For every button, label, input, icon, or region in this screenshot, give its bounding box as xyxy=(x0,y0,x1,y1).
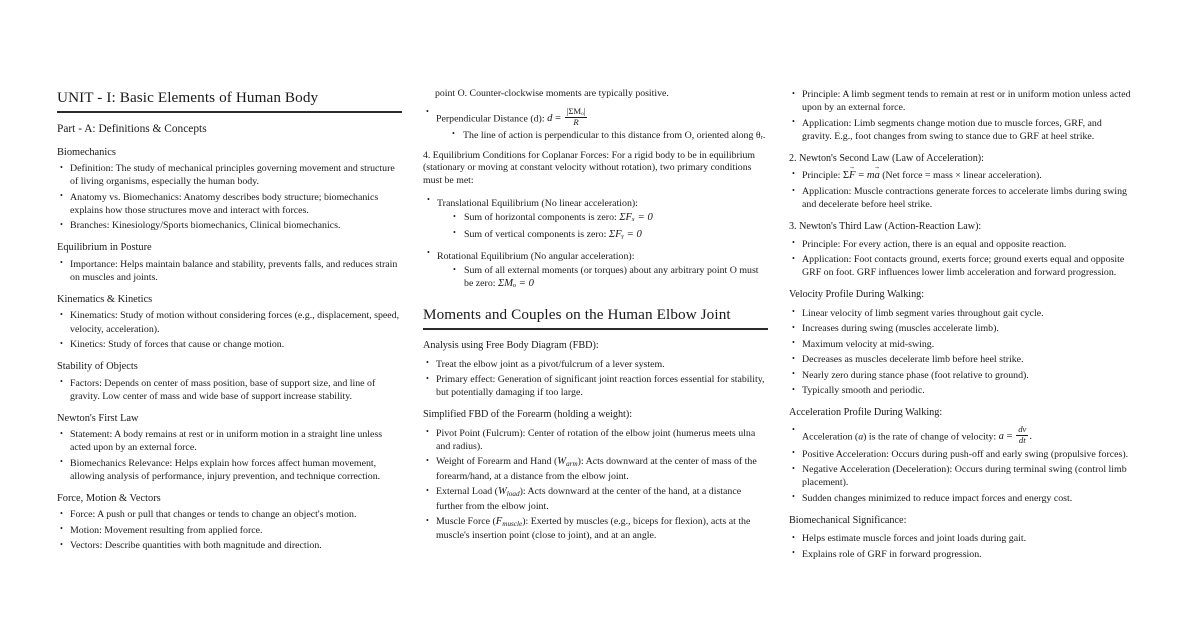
list-item: • Factors: Depends on center of mass position, base of support size, and line of gravity. Low center of mass and wide base of support increase stability. xyxy=(57,377,402,403)
formula-acceleration: a = $\frac{dv}{dt}$ . xyxy=(998,423,1033,446)
list-item: • Primary effect: Generation of significant joint reaction forces essential for stability, but potentially damaging if too large. xyxy=(423,373,768,399)
formula-perpendicular-distance: d = $\frac{\text{|ΣMₒ|}}{R}$ xyxy=(547,105,586,128)
list-biomechanics xyxy=(57,162,402,232)
continuation-text: point O. Counter-clockwise moments are typically positive. xyxy=(435,88,669,99)
column-two xyxy=(423,88,768,626)
sublist-rotational xyxy=(437,264,768,291)
list-third-law xyxy=(789,238,1134,280)
heading-acceleration-profile: Acceleration Profile During Walking: xyxy=(789,407,943,419)
list-item-pivot-point: • Pivot Point (Fulcrum): Center of rotation of the elbow joint (humerus meets ulna and radius). xyxy=(423,427,768,453)
list-force-motion-vectors xyxy=(57,508,402,552)
list-item: • The line of action is perpendicular to this distance from O, oriented along θᵣ. xyxy=(450,129,768,142)
list-item: • Branches: Kinesiology/Sports biomechanics, Clinical biomechanics. xyxy=(57,219,402,232)
sublist-perp-distance xyxy=(436,129,768,142)
list-item: • Kinematics: Study of motion without considering forces (e.g., displacement, speed, velocity, acceleration). xyxy=(57,309,402,335)
list-item: • Typically smooth and periodic. xyxy=(789,384,1134,397)
fbd-lead: Analysis using Free Body Diagram (FBD): xyxy=(423,340,599,352)
list-item: • Application: Limb segments change motion due to muscle forces, GRF, and gravity. E.g., foot changes from swing to stance due to GRF at heel strike. xyxy=(789,117,1134,143)
list-item: • Principle: For every action, there is an equal and opposite reaction. xyxy=(789,238,1134,251)
list-acceleration-profile xyxy=(789,425,1134,505)
formula-newtons-second-law: ΣF → = ma → xyxy=(843,170,880,181)
symbol-a: a xyxy=(858,431,864,443)
list-stability xyxy=(57,377,402,403)
list-item: • Sum of all external moments (or torques) about any arbitrary point O must be zero: ΣMₒ = 0 xyxy=(451,264,768,291)
list-item-translational-equilibrium xyxy=(423,197,768,241)
list-item-weight-forearm: • Weight of Forearm and Hand $(W_{arm})$: Acts downward at the center of mass of the forearm/hand, at a distance from the elbow joint. xyxy=(423,455,768,482)
formula-sum-fy: ΣFᵧ = 0 xyxy=(608,228,642,240)
list-item: • Application: Foot contacts ground, exerts force; ground exerts equal and opposite GRF on foot. GRF influences lower limb acceleration and forward progression. xyxy=(789,253,1134,279)
list-item-external-load: • External Load $(W_{load})$: Acts downward at the center of the hand, at a distance further from the elbow joint. xyxy=(423,485,768,512)
page-subtitle: Part - A: Definitions & Concepts xyxy=(57,123,207,135)
list-first-law-application xyxy=(789,88,1134,143)
section-heading-kinematics-kinetics: Kinematics & Kinetics xyxy=(57,293,153,305)
list-second-law xyxy=(789,169,1134,211)
list-item: • Nearly zero during stance phase (foot relative to ground). xyxy=(789,369,1134,382)
list-biomechanical-significance xyxy=(789,532,1134,561)
section-heading-newtons-first-law: Newton's First Law xyxy=(57,412,139,424)
list-item: • Increases during swing (muscles accelerate limb). xyxy=(789,322,1134,335)
list-item: • Biomechanics Relevance: Helps explain how forces affect human movement, allowing analysis of performance, injury prevention, and technique correction. xyxy=(57,457,402,483)
list-perpendicular-distance xyxy=(423,107,768,142)
symbol-f-muscle: $F_{muscle}$ xyxy=(495,516,523,528)
symbol-w-arm: $W_{arm}$ xyxy=(557,456,578,469)
simplified-fbd-lead: Simplified FBD of the Forearm (holding a weight): xyxy=(423,409,633,421)
list-item: • Decreases as muscles decelerate limb before heel strike. xyxy=(789,353,1134,366)
list-item: • Helps estimate muscle forces and joint loads during gait. xyxy=(789,532,1134,545)
section-title-moments-couples: Moments and Couples on the Human Elbow Joint xyxy=(423,305,768,330)
list-equilibrium-conditions xyxy=(423,197,768,291)
column-one xyxy=(57,88,402,626)
list-item: • Vectors: Describe quantities with both magnitude and direction. xyxy=(57,539,402,552)
list-item: • Positive Acceleration: Occurs during push-off and early swing (propulsive forces). xyxy=(789,448,1134,461)
perp-distance-label: Perpendicular Distance (d): xyxy=(436,113,545,125)
formula-sum-moments: ΣMₒ = 0 xyxy=(498,278,534,290)
section-heading-equilibrium-posture: Equilibrium in Posture xyxy=(57,242,152,254)
list-newtons-first-law xyxy=(57,428,402,483)
heading-velocity-profile: Velocity Profile During Walking: xyxy=(789,289,925,301)
list-item: • Explains role of GRF in forward progression. xyxy=(789,548,1134,561)
list-item: • Anatomy vs. Biomechanics: Anatomy describes body structure; biomechanics explains how those structures move and interact with forces. xyxy=(57,191,402,217)
list-item: • Importance: Helps maintain balance and stability, prevents falls, and reduces strain on muscles and joints. xyxy=(57,258,402,284)
heading-newtons-third-law: 3. Newton's Third Law (Action-Reaction Law): xyxy=(789,221,982,233)
list-fbd xyxy=(423,358,768,400)
list-item: • Treat the elbow joint as a pivot/fulcrum of a lever system. xyxy=(423,358,768,371)
column-three xyxy=(789,88,1134,626)
list-item-rotational-equilibrium xyxy=(423,250,768,291)
list-item-muscle-force: • Muscle Force $(F_{muscle})$: Exerted by muscles (e.g., biceps for flexion), acts at the muscle's insertion point (close to joint), and at an angle. xyxy=(423,515,768,542)
heading-biomechanical-significance: Biomechanical Significance: xyxy=(789,515,907,526)
page-title: UNIT - I: Basic Elements of Human Body xyxy=(57,88,402,113)
list-item: • Kinetics: Study of forces that cause or change motion. xyxy=(57,338,402,351)
heading-newtons-second-law: 2. Newton's Second Law (Law of Acceleration): xyxy=(789,152,984,164)
list-item: • Principle: A limb segment tends to remain at rest or in uniform motion unless acted upon by an external force. xyxy=(789,88,1134,114)
three-column-layout xyxy=(57,88,1145,626)
list-item-acceleration-definition: • Acceleration (a) is the rate of change of velocity: a = $\frac{dv}{dt}$ . xyxy=(789,425,1134,446)
sublist-translational xyxy=(437,211,768,241)
symbol-w-load: $W_{load}$ xyxy=(497,486,520,499)
list-item: • Statement: A body remains at rest or in uniform motion in a straight line unless acted upon by an external force. xyxy=(57,428,402,454)
list-kinematics-kinetics xyxy=(57,309,402,351)
list-equilibrium-posture xyxy=(57,258,402,284)
list-simplified-fbd xyxy=(423,427,768,543)
list-item: • Negative Acceleration (Deceleration): Occurs during terminal swing (control limb placement). xyxy=(789,463,1134,489)
formula-sum-fx: ΣFₓ = 0 xyxy=(619,212,653,224)
list-item-second-law-principle: • Principle: ΣF → = ma → (Net force = mass × linear acceleration). xyxy=(789,169,1134,183)
list-item: • Sum of vertical components is zero: ΣFᵧ = 0 xyxy=(451,228,768,242)
list-item: • Maximum velocity at mid-swing. xyxy=(789,338,1134,351)
section-heading-force-motion-vectors: Force, Motion & Vectors xyxy=(57,492,161,504)
list-item: • Definition: The study of mechanical principles governing movement and structure of living organisms, especially the human body. xyxy=(57,162,402,188)
list-item: • Sum of horizontal components is zero: ΣFₓ = 0 xyxy=(451,211,768,225)
list-velocity-profile xyxy=(789,307,1134,398)
translational-equilibrium-title: • Translational Equilibrium (No linear acceleration): xyxy=(437,198,638,210)
list-item-perp-distance xyxy=(423,107,768,142)
list-item: • Application: Muscle contractions generate forces to accelerate limbs during swing and decelerate before heel strike. xyxy=(789,185,1134,211)
equilibrium-conditions-paragraph: 4. Equilibrium Conditions for Coplanar Forces: For a rigid body to be in equilibrium (stationary or moving at constant velocity without rotation), two primary conditions must be met: xyxy=(423,149,755,187)
section-heading-biomechanics: Biomechanics xyxy=(57,146,116,158)
section-heading-stability: Stability of Objects xyxy=(57,361,138,373)
list-item: • Sudden changes minimized to reduce impact forces and energy cost. xyxy=(789,492,1134,505)
rotational-equilibrium-title: • Rotational Equilibrium (No angular acceleration): xyxy=(437,251,635,263)
list-item: • Linear velocity of limb segment varies throughout gait cycle. xyxy=(789,307,1134,320)
list-item: • Motion: Movement resulting from applied force. xyxy=(57,524,402,537)
list-item: • Force: A push or pull that changes or tends to change an object's motion. xyxy=(57,508,402,521)
